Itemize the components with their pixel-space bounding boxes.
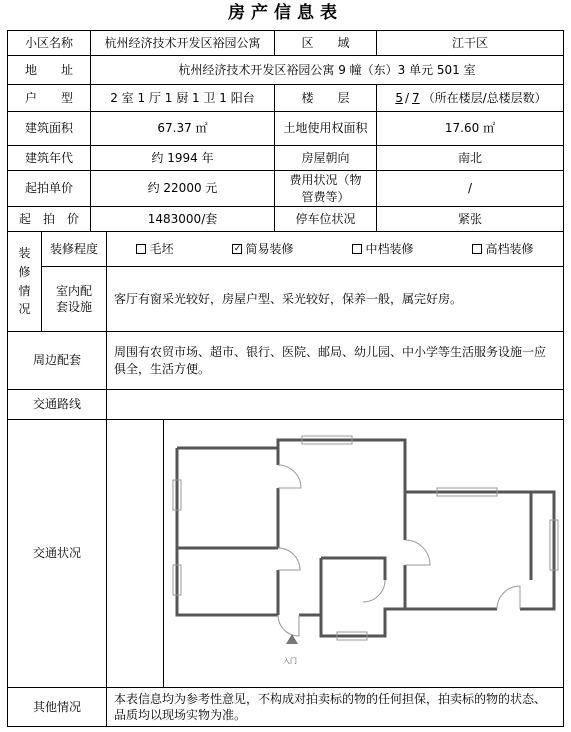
- layout-value: 2 室 1 厅 1 厨 1 卫 1 阳台: [91, 85, 275, 112]
- floor-total: 7: [412, 90, 420, 105]
- start-price-value: 1483000/套: [91, 207, 275, 232]
- checkbox-simple[interactable]: ✓: [233, 244, 242, 254]
- option-high[interactable]: 高档装修: [472, 241, 533, 257]
- checkbox-mid[interactable]: [352, 244, 362, 254]
- traffic-route-label: 交通路线: [8, 390, 107, 420]
- land-area-label: 土地使用权面积: [275, 112, 377, 146]
- unit-price-value: 约 22000 元: [91, 171, 275, 207]
- floor-note: （所在楼层/总楼层数）: [422, 90, 547, 105]
- floor-value: 5 / 7 （所在楼层/总楼层数）: [377, 85, 563, 112]
- district-value: 江干区: [377, 31, 563, 56]
- layout-label: 户 型: [8, 85, 91, 112]
- fee-value: /: [377, 171, 563, 207]
- page-title: 房产信息表: [228, 3, 343, 23]
- address-value: 杭州经济技术开发区裕园公寓 9 幢（东）3 单元 501 室: [91, 56, 563, 85]
- land-area-value: 17.60 ㎡: [377, 112, 563, 146]
- facilities-value: 客厅有窗采光较好，房屋户型、采光较好，保养一般，属完好房。: [107, 267, 563, 332]
- checkbox-rough[interactable]: [136, 244, 146, 254]
- district-label: 区 域: [275, 31, 377, 56]
- surroundings-label: 周边配套: [8, 332, 107, 390]
- traffic-status-label: 交通状况: [8, 420, 107, 688]
- floor-current: 5: [395, 90, 403, 105]
- community-label: 小区名称: [8, 31, 91, 56]
- orientation-value: 南北: [377, 146, 563, 171]
- decoration-options: [107, 232, 563, 267]
- address-label: 地 址: [8, 56, 91, 85]
- floorplan-image: [107, 420, 562, 687]
- traffic-route-value: [107, 390, 563, 420]
- floorplan-cell: [107, 420, 563, 688]
- area-value: 67.37 ㎡: [91, 112, 275, 146]
- decoration-degree-label: 装修程度: [42, 232, 107, 267]
- facilities-label: 室内配套设施: [42, 267, 107, 332]
- year-label: 建筑年代: [8, 146, 91, 171]
- year-value: 约 1994 年: [91, 146, 275, 171]
- checkbox-high[interactable]: [472, 244, 482, 254]
- option-rough[interactable]: 毛坯: [136, 241, 173, 257]
- entrance-label: 入门: [283, 657, 297, 665]
- area-label: 建筑面积: [8, 112, 91, 146]
- decoration-section-label: 装修情况: [8, 232, 42, 332]
- unit-price-label: 起拍单价: [8, 171, 91, 207]
- other-value: 本表信息均为参考性意见，不构成对拍卖标的物的任何担保，拍卖标的物的状态、品质均以现场实物为准。: [114, 691, 547, 722]
- orientation-label: 房屋朝向: [275, 146, 377, 171]
- option-mid[interactable]: 中档装修: [352, 241, 413, 257]
- start-price-label: 起 拍 价: [8, 207, 91, 232]
- parking-value: 紧张: [377, 207, 563, 232]
- fee-label: 费用状况（物管费等）: [275, 171, 377, 207]
- community-value: 杭州经济技术开发区裕园公寓: [91, 31, 275, 56]
- surroundings-value: 周围有农贸市场、超市、银行、医院、邮局、幼儿园、中小学等生活服务设施一应俱全，生活方便。: [107, 332, 563, 390]
- info-table: [7, 30, 564, 727]
- floor-label: 楼 层: [275, 85, 377, 112]
- parking-label: 停车位状况: [275, 207, 377, 232]
- other-label: 其他情况: [8, 688, 107, 726]
- option-simple[interactable]: ✓ 简易装修: [233, 241, 294, 256]
